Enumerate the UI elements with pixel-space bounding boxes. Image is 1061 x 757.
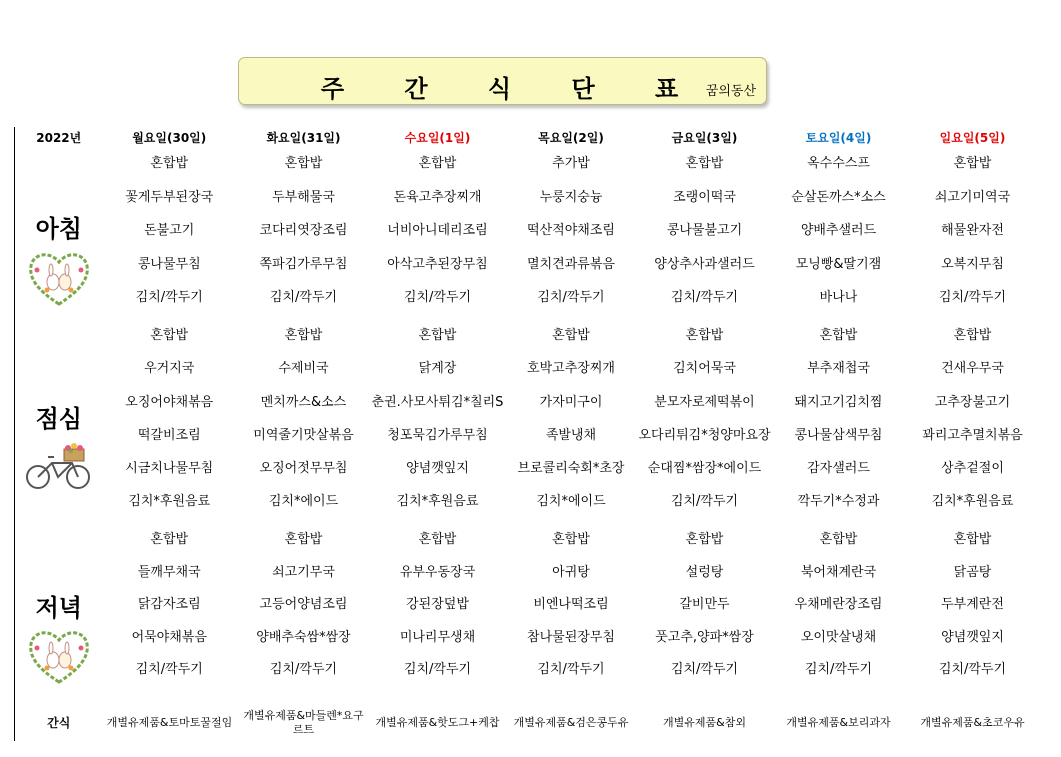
menu-item: 쇠고기미역국 (934, 189, 1011, 205)
snack-cell: 개별유제품&핫도그+케찹 (375, 716, 500, 729)
snack-cell: 개별유제품&초코우유 (920, 716, 1025, 729)
menu-item: 닭곰탕 (953, 564, 992, 580)
breakfast-label-cell (15, 147, 103, 319)
breakfast-day-cell (505, 147, 638, 319)
menu-item: 닭감자조림 (137, 597, 201, 613)
menu-item: 조랭이떡국 (673, 189, 736, 205)
day-header: 월요일(30일) (132, 130, 207, 145)
menu-item: 혼합밥 (685, 156, 724, 171)
menu-item: 순대찜*쌈장*에이드 (647, 461, 762, 477)
menu-item: 오이맛살냉채 (800, 629, 877, 645)
menu-item: 혼합밥 (819, 532, 858, 547)
menu-item: 김치/깍두기 (135, 662, 203, 678)
menu-item: 혼합밥 (284, 532, 323, 547)
menu-item: 순살돈까스*소스 (791, 189, 886, 205)
day-header: 일요일(5일) (939, 130, 1006, 145)
bicycle-flower-basket-icon (24, 441, 94, 491)
menu-item: 북어채계란국 (800, 564, 877, 580)
menu-item: 너비아니데리조림 (387, 223, 488, 239)
lunch-row (15, 319, 1040, 524)
menu-item: 김치/깍두기 (269, 290, 338, 306)
page-subtitle: 꿈의동산 (705, 84, 756, 99)
menu-item: 김치*후원음료 (128, 494, 211, 510)
title-banner (238, 57, 767, 105)
menu-item: 어묵야채볶음 (131, 629, 207, 645)
snack-cell: 개별유제품&보리과자 (786, 716, 891, 729)
day-header: 목요일(2일) (538, 130, 604, 145)
breakfast-day-cell (638, 147, 772, 319)
menu-item: 김치/깍두기 (804, 662, 873, 678)
breakfast-day-cell (237, 147, 371, 319)
menu-item: 시금치나물무침 (125, 461, 214, 477)
menu-item: 오징어야채볶음 (125, 394, 214, 410)
menu-item: 우채메란장조림 (794, 597, 883, 613)
day-header: 토요일(4일) (805, 130, 872, 145)
menu-item: 깍두기*수정과 (797, 494, 880, 510)
lunch-day-cell (371, 319, 505, 524)
breakfast-row (15, 147, 1040, 319)
lunch-day-cell (237, 319, 371, 524)
menu-item: 부추재첩국 (807, 361, 870, 377)
dinner-day-cell (237, 524, 371, 705)
menu-item: 혼합밥 (284, 328, 323, 343)
menu-item: 떡갈비조림 (137, 427, 201, 443)
menu-item: 참나물된장무침 (527, 629, 615, 645)
menu-item: 혼합밥 (953, 328, 992, 343)
menu-item: 가자미구이 (539, 394, 603, 410)
menu-item: 혼합밥 (552, 328, 590, 343)
menu-item: 풋고추,양파*쌈장 (655, 629, 754, 645)
menu-item: 브로콜리숙회*초장 (517, 461, 625, 477)
dinner-day-cell (772, 524, 906, 705)
menu-item: 혼합밥 (284, 156, 323, 171)
bunny-heart-wreath-icon (27, 248, 91, 308)
menu-item: 들깨무채국 (137, 564, 201, 580)
menu-item: 김치*에이드 (268, 494, 339, 510)
menu-item: 혼합밥 (150, 532, 189, 547)
menu-item: 설렁탕 (685, 564, 724, 580)
menu-item: 김치/깍두기 (938, 662, 1007, 678)
menu-item: 우거지국 (144, 361, 195, 377)
lunch-day-cell (638, 319, 772, 524)
menu-item: 분모자로제떡볶이 (654, 394, 755, 410)
lunch-day-cell (906, 319, 1040, 524)
menu-item: 혼합밥 (418, 328, 457, 343)
menu-item: 수제비국 (278, 361, 329, 377)
menu-item: 혼합밥 (819, 328, 858, 343)
snack-cell: 개별유제품&검은콩두유 (513, 716, 629, 729)
menu-item: 양배추숙쌈*쌈장 (256, 629, 351, 645)
menu-item: 유부우동장국 (399, 564, 476, 580)
menu-item: 혼합밥 (150, 156, 189, 171)
dinner-label-cell (15, 524, 103, 705)
menu-item: 김치/깍두기 (670, 290, 739, 306)
menu-item: 양배추샐러드 (800, 223, 877, 239)
bunny-heart-wreath-icon (27, 626, 91, 686)
menu-item: 돼지고기김치찜 (794, 394, 883, 410)
menu-item: 건새우무국 (941, 361, 1004, 377)
menu-item: 양념깻잎지 (406, 461, 469, 477)
breakfast-day-cell (772, 147, 906, 319)
menu-item: 고추장불고기 (934, 394, 1011, 410)
menu-item: 해물완자전 (941, 223, 1004, 239)
menu-item: 두부해물국 (272, 189, 335, 205)
menu-item: 오복지무침 (941, 256, 1004, 272)
page-title: 주 간 식 단 표 (320, 75, 705, 103)
dinner-day-cell (505, 524, 638, 705)
dinner-label: 저녁 (35, 594, 82, 622)
menu-item: 꽃게두부된장국 (125, 189, 214, 205)
menu-item: 쪽파김가루무침 (259, 256, 348, 272)
menu-item: 바나나 (819, 290, 858, 306)
weekly-menu-table (14, 127, 1040, 741)
menu-item: 떡산적야채조림 (527, 223, 615, 239)
year-header: 2022년 (15, 127, 103, 147)
menu-item: 강된장덮밥 (406, 597, 469, 613)
dinner-day-cell (906, 524, 1040, 705)
menu-item: 두부계란전 (941, 597, 1004, 613)
menu-item: 콩나물삼색무침 (794, 427, 883, 443)
menu-item: 돈불고기 (144, 223, 195, 239)
menu-item: 아귀탕 (552, 564, 590, 580)
menu-item: 김치/깍두기 (403, 290, 472, 306)
menu-item: 김치/깍두기 (670, 662, 739, 678)
lunch-label: 점심 (35, 405, 82, 433)
menu-item: 김치어묵국 (673, 361, 736, 377)
menu-item: 김치/깍두기 (670, 494, 739, 510)
breakfast-day-cell (371, 147, 505, 319)
menu-item: 쇠고기무국 (272, 564, 335, 580)
day-header: 화요일(31일) (266, 130, 341, 145)
menu-item: 김치/깍두기 (537, 290, 605, 306)
snack-cell: 개별유제품&토마토꿀절임 (106, 716, 233, 729)
header-row (15, 127, 1040, 147)
day-header: 수요일(1일) (404, 130, 471, 145)
menu-item: 청포묵김가루무침 (387, 427, 488, 443)
menu-item: 혼합밥 (418, 532, 457, 547)
breakfast-day-cell (103, 147, 237, 319)
menu-item: 비엔나떡조림 (533, 597, 609, 613)
menu-item: 김치*후원음료 (931, 494, 1014, 510)
menu-item: 김치/깍두기 (403, 662, 472, 678)
menu-item: 콩나물무침 (137, 256, 201, 272)
menu-item: 호박고추장찌개 (527, 361, 615, 377)
menu-item: 상추겉절이 (941, 461, 1004, 477)
menu-item: 갈비만두 (679, 597, 730, 613)
lunch-day-cell (103, 319, 237, 524)
menu-item: 옥수수스프 (807, 156, 870, 171)
dinner-day-cell (638, 524, 772, 705)
menu-item: 춘권.사모사튀김*칠리S (371, 394, 504, 410)
menu-item: 양념깻잎지 (941, 629, 1004, 645)
menu-item: 추가밥 (552, 156, 590, 171)
menu-item: 김치*후원음료 (396, 494, 479, 510)
dinner-day-cell (371, 524, 505, 705)
lunch-day-cell (772, 319, 906, 524)
snack-label: 간식 (15, 705, 103, 741)
menu-item: 미역줄기맛살볶음 (253, 427, 354, 443)
menu-item: 코다리엿장조림 (259, 223, 348, 239)
day-header: 금요일(3일) (671, 130, 738, 145)
breakfast-label: 아침 (35, 215, 82, 243)
menu-item: 오징어젓무무침 (259, 461, 348, 477)
menu-item: 혼합밥 (685, 532, 724, 547)
menu-item: 혼합밥 (685, 328, 724, 343)
lunch-label-cell (15, 319, 103, 524)
menu-item: 오다리튀김*청양마요장 (638, 427, 771, 443)
menu-item: 누룽지숭늉 (539, 189, 603, 205)
menu-item: 닭계장 (418, 361, 457, 377)
menu-item: 혼합밥 (552, 532, 590, 547)
menu-item: 족발냉채 (545, 427, 597, 443)
menu-item: 김치/깍두기 (135, 290, 203, 306)
snack-cell: 개별유제품&마들렌*요구르트 (243, 709, 364, 736)
menu-item: 김치/깍두기 (938, 290, 1007, 306)
menu-item: 멸치견과류볶음 (527, 256, 615, 272)
menu-item: 양상추사과샐러드 (654, 256, 755, 272)
menu-item: 멘치까스&소스 (260, 394, 347, 410)
menu-item: 혼합밥 (150, 328, 189, 343)
menu-item: 아삭고추된장무침 (387, 256, 488, 272)
snack-row (15, 705, 1040, 741)
breakfast-day-cell (906, 147, 1040, 319)
menu-item: 김치/깍두기 (537, 662, 605, 678)
menu-item: 고등어양념조림 (259, 597, 348, 613)
menu-item: 미나리무생채 (399, 629, 476, 645)
menu-item: 혼합밥 (953, 156, 992, 171)
menu-item: 모닝빵&딸기잼 (795, 256, 882, 272)
snack-cell: 개별유제품&참외 (663, 716, 746, 729)
dinner-day-cell (103, 524, 237, 705)
menu-item: 김치*에이드 (536, 494, 606, 510)
menu-item: 꽈리고추멸치볶음 (922, 427, 1023, 443)
menu-item: 혼합밥 (953, 532, 992, 547)
dinner-row (15, 524, 1040, 705)
lunch-day-cell (505, 319, 638, 524)
menu-item: 돈육고추장찌개 (393, 189, 482, 205)
menu-item: 김치/깍두기 (269, 662, 338, 678)
menu-item: 혼합밥 (418, 156, 457, 171)
menu-item: 감자샐러드 (807, 461, 870, 477)
menu-item: 콩나물불고기 (666, 223, 743, 239)
